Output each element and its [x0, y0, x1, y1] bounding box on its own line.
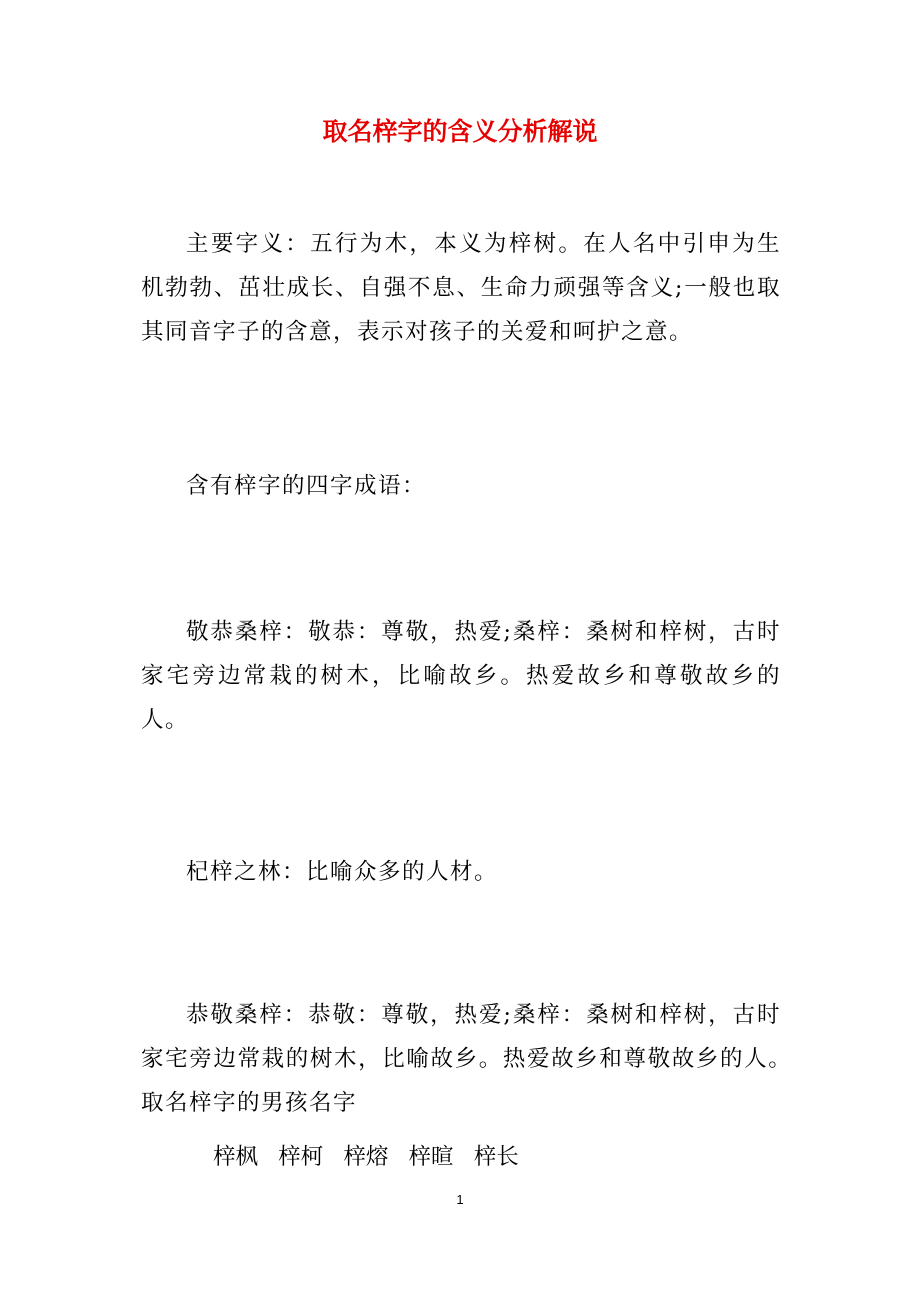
boy-names-list — [213, 1135, 532, 1179]
name-item: 梓暄 — [408, 1144, 454, 1170]
paragraph-idiom-1: 敬恭桑梓：敬恭：尊敬，热爱;桑梓：桑树和梓树，古时家宅旁边常栽的树木，比喻故乡。热爱故乡和尊敬故乡的人。 — [141, 619, 781, 733]
paragraph-idiom-heading: 含有梓字的四字成语： — [186, 473, 427, 499]
paragraph-idiom-3: 恭敬桑梓：恭敬：尊敬，热爱;桑梓：桑树和梓树，古时家宅旁边常栽的树木，比喻故乡。热爱故乡和尊敬故乡的人。 取名梓字的男孩名字 — [141, 1002, 806, 1116]
page-title: 取名梓字的含义分析解说 — [322, 117, 598, 146]
paragraph-idiom-2: 杞梓之林：比喻众多的人材。 — [186, 859, 499, 885]
page-number: 1 — [456, 1192, 464, 1207]
name-item: 梓柯 — [278, 1144, 324, 1170]
name-item: 梓枫 — [213, 1144, 259, 1170]
name-item: 梓长 — [473, 1144, 519, 1170]
title-container — [0, 112, 920, 152]
name-item: 梓熔 — [343, 1144, 389, 1170]
paragraph-meaning: 主要字义：五行为木，本义为梓树。在人名中引申为生机勃勃、茁壮成长、自强不息、生命力顽强等含义;一般也取其同音字子的含意，表示对孩子的关爱和呵护之意。 — [141, 231, 781, 345]
